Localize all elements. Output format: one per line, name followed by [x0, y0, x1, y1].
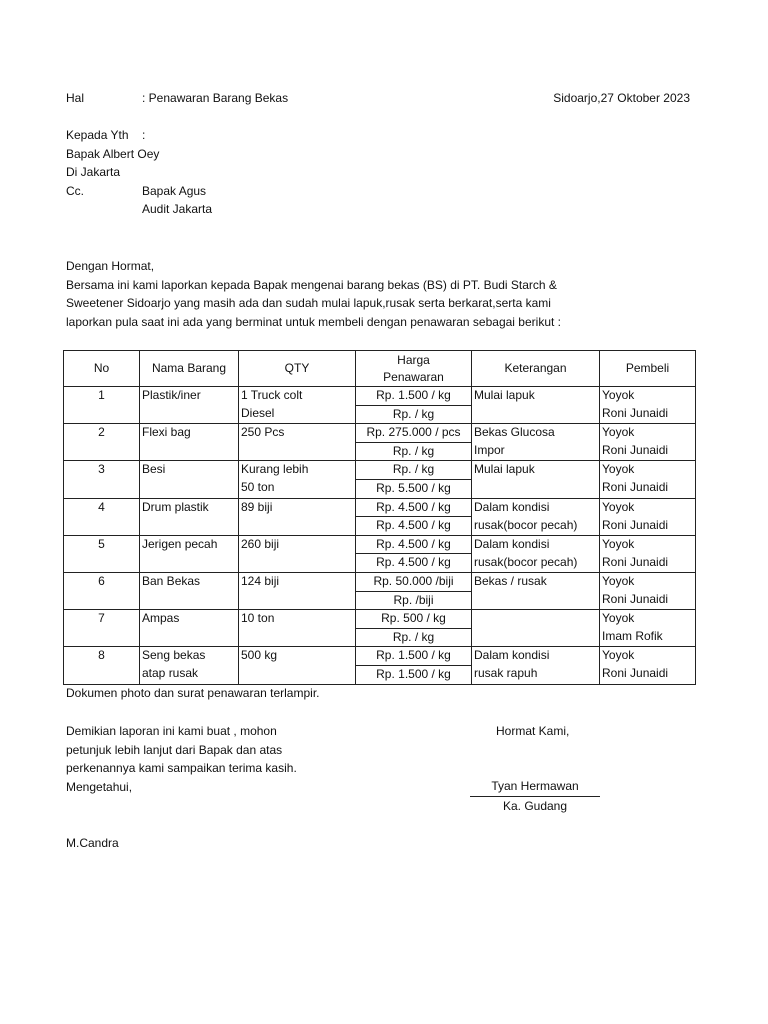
address-block — [66, 126, 213, 219]
cell-pembeli: Roni Junaidi — [600, 554, 696, 573]
cell-keterangan: rusak(bocor pecah) — [472, 554, 600, 573]
header-harga-line2: Penawaran — [383, 369, 444, 384]
cell-harga: Rp. 1.500 / kg — [356, 647, 472, 666]
cell-nama: Jerigen pecah — [140, 535, 239, 554]
cell-pembeli: Roni Junaidi — [600, 479, 696, 498]
subject-label: Hal — [66, 91, 85, 105]
greeting: Dengan Hormat, — [66, 259, 155, 273]
table-row — [64, 610, 696, 629]
cell-no: 5 — [64, 535, 140, 554]
cell-nama: atap rusak — [140, 665, 239, 684]
cell-no — [64, 479, 140, 498]
table-row — [64, 442, 696, 461]
cell-keterangan: Mulai lapuk — [472, 461, 600, 480]
cc-label: Cc. — [66, 183, 84, 198]
cell-harga: Rp. 5.500 / kg — [356, 479, 472, 498]
cell-no: 3 — [64, 461, 140, 480]
cell-harga: Rp. / kg — [356, 628, 472, 647]
cell-nama: Besi — [140, 461, 239, 480]
cell-qty — [239, 628, 356, 647]
cell-no: 8 — [64, 647, 140, 666]
cell-pembeli: Roni Junaidi — [600, 442, 696, 461]
cell-nama — [140, 554, 239, 573]
table-row — [64, 535, 696, 554]
cell-harga: Rp. 4.500 / kg — [356, 554, 472, 573]
cell-harga: Rp. 50.000 /biji — [356, 572, 472, 591]
cell-no: 1 — [64, 387, 140, 406]
cell-nama — [140, 479, 239, 498]
recipient-location: Di Jakarta — [66, 165, 121, 179]
cell-qty: 10 ton — [239, 610, 356, 629]
kepada-label: Kepada Yth — [66, 128, 129, 142]
cell-qty — [239, 591, 356, 610]
cell-qty: 260 biji — [239, 535, 356, 554]
header-harga-line1: Harga — [397, 352, 430, 367]
cell-no — [64, 405, 140, 424]
closing-line: Mengetahui, — [66, 779, 133, 794]
cc-dept: Audit Jakarta — [142, 202, 213, 216]
cell-keterangan: Dalam kondisi — [472, 647, 600, 666]
cell-qty — [239, 665, 356, 684]
cell-keterangan: Dalam kondisi — [472, 498, 600, 517]
table-row — [64, 424, 696, 443]
cell-harga: Rp. /biji — [356, 591, 472, 610]
intro-line: Bersama ini kami laporkan kepada Bapak mengenai barang bekas (BS) di PT. Budi Starch & — [66, 277, 557, 292]
cell-no — [64, 554, 140, 573]
cell-keterangan: Impor — [472, 442, 600, 461]
cell-nama: Ban Bekas — [140, 572, 239, 591]
cell-harga: Rp. 500 / kg — [356, 610, 472, 629]
cell-nama — [140, 591, 239, 610]
cell-nama: Drum plastik — [140, 498, 239, 517]
cell-harga: Rp. 275.000 / pcs — [356, 424, 472, 443]
signature-block — [470, 777, 600, 815]
cell-pembeli: Yoyok — [600, 535, 696, 554]
cell-harga: Rp. 4.500 / kg — [356, 517, 472, 536]
cell-qty: 500 kg — [239, 647, 356, 666]
cell-harga: Rp. 1.500 / kg — [356, 387, 472, 406]
hormat-kami: Hormat Kami, — [496, 724, 570, 738]
cell-qty — [239, 554, 356, 573]
cell-qty: 50 ton — [239, 479, 356, 498]
cell-no: 4 — [64, 498, 140, 517]
cell-pembeli: Yoyok — [600, 572, 696, 591]
header-nama: Nama Barang — [140, 351, 239, 387]
closing-paragraph — [66, 722, 297, 796]
cell-no — [64, 665, 140, 684]
letter-date: Sidoarjo,27 Oktober 2023 — [553, 91, 690, 105]
cell-no: 2 — [64, 424, 140, 443]
cell-keterangan — [472, 610, 600, 629]
cell-nama: Flexi bag — [140, 424, 239, 443]
table-row — [64, 665, 696, 684]
subject-text: : Penawaran Barang Bekas — [142, 91, 289, 105]
cell-nama: Seng bekas — [140, 647, 239, 666]
cell-pembeli: Yoyok — [600, 424, 696, 443]
cell-harga: Rp. 4.500 / kg — [356, 535, 472, 554]
cell-nama — [140, 628, 239, 647]
cell-pembeli: Roni Junaidi — [600, 591, 696, 610]
intro-line: Sweetener Sidoarjo yang masih ada dan sudah mulai lapuk,rusak serta berkarat,serta kami — [66, 296, 551, 310]
signer-title: Ka. Gudang — [502, 798, 568, 813]
intro-paragraph — [66, 257, 561, 331]
cell-nama: Ampas — [140, 610, 239, 629]
table-row — [64, 628, 696, 647]
closing-line: Demikian laporan ini kami buat , mohon — [66, 724, 277, 738]
table-row — [64, 461, 696, 480]
cell-pembeli: Roni Junaidi — [600, 405, 696, 424]
cell-qty — [239, 517, 356, 536]
cell-harga: Rp. / kg — [356, 461, 472, 480]
table-row — [64, 387, 696, 406]
cell-harga: Rp. / kg — [356, 442, 472, 461]
header-keterangan: Keterangan — [472, 351, 600, 387]
table-row — [64, 554, 696, 573]
cell-pembeli: Roni Junaidi — [600, 517, 696, 536]
cell-harga: Rp. 4.500 / kg — [356, 498, 472, 517]
cell-qty: Kurang lebih — [239, 461, 356, 480]
cell-qty: 124 biji — [239, 572, 356, 591]
closing-line: petunjuk lebih lanjut dari Bapak dan atas — [66, 742, 283, 757]
cell-no — [64, 591, 140, 610]
cell-no: 6 — [64, 572, 140, 591]
header-pembeli: Pembeli — [600, 351, 696, 387]
cell-keterangan — [472, 479, 600, 498]
cell-no: 7 — [64, 610, 140, 629]
cell-no — [64, 628, 140, 647]
table-row — [64, 572, 696, 591]
cell-pembeli: Yoyok — [600, 498, 696, 517]
cc-name: Bapak Agus — [142, 183, 207, 198]
cell-nama — [140, 405, 239, 424]
table-row — [64, 405, 696, 424]
cell-keterangan: rusak(bocor pecah) — [472, 517, 600, 536]
cell-pembeli: Yoyok — [600, 461, 696, 480]
header-qty: QTY — [239, 351, 356, 387]
cell-nama: Plastik/iner — [140, 387, 239, 406]
cell-pembeli: Yoyok — [600, 647, 696, 666]
table-row — [64, 647, 696, 666]
cell-keterangan: Bekas Glucosa — [472, 424, 600, 443]
table-row — [64, 498, 696, 517]
cell-pembeli: Yoyok — [600, 387, 696, 406]
header-harga — [356, 351, 472, 387]
cell-qty: 250 Pcs — [239, 424, 356, 443]
intro-line: laporkan pula saat ini ada yang berminat untuk membeli dengan penawaran sebagai berikut : — [66, 314, 561, 329]
cell-nama — [140, 442, 239, 461]
cell-keterangan — [472, 405, 600, 424]
cell-qty: 89 biji — [239, 498, 356, 517]
acknowledger-name: M.Candra — [66, 836, 119, 850]
cell-keterangan: rusak rapuh — [472, 665, 600, 684]
attachment-note: Dokumen photo dan surat penawaran terlampir. — [66, 686, 320, 700]
cell-keterangan — [472, 628, 600, 647]
cell-pembeli: Yoyok — [600, 610, 696, 629]
cell-pembeli: Roni Junaidi — [600, 665, 696, 684]
cell-keterangan: Mulai lapuk — [472, 387, 600, 406]
table-row — [64, 591, 696, 610]
cell-keterangan: Dalam kondisi — [472, 535, 600, 554]
cell-qty — [239, 442, 356, 461]
cell-pembeli: Imam Rofik — [600, 628, 696, 647]
header-no: No — [64, 351, 140, 387]
cell-harga: Rp. 1.500 / kg — [356, 665, 472, 684]
cell-qty: 1 Truck colt — [239, 387, 356, 406]
offer-table — [63, 350, 696, 685]
cell-no — [64, 517, 140, 536]
table-row — [64, 517, 696, 536]
table-row — [64, 479, 696, 498]
cell-keterangan — [472, 591, 600, 610]
table-header-row — [64, 351, 696, 387]
cell-nama — [140, 517, 239, 536]
cell-harga: Rp. / kg — [356, 405, 472, 424]
kepada-colon: : — [142, 128, 146, 142]
closing-line: perkenannya kami sampaikan terima kasih. — [66, 761, 297, 775]
signer-name: Tyan Hermawan — [491, 779, 579, 793]
recipient-name: Bapak Albert Oey — [66, 146, 160, 161]
cell-qty: Diesel — [239, 405, 356, 424]
cell-keterangan: Bekas / rusak — [472, 572, 600, 591]
cell-no — [64, 442, 140, 461]
